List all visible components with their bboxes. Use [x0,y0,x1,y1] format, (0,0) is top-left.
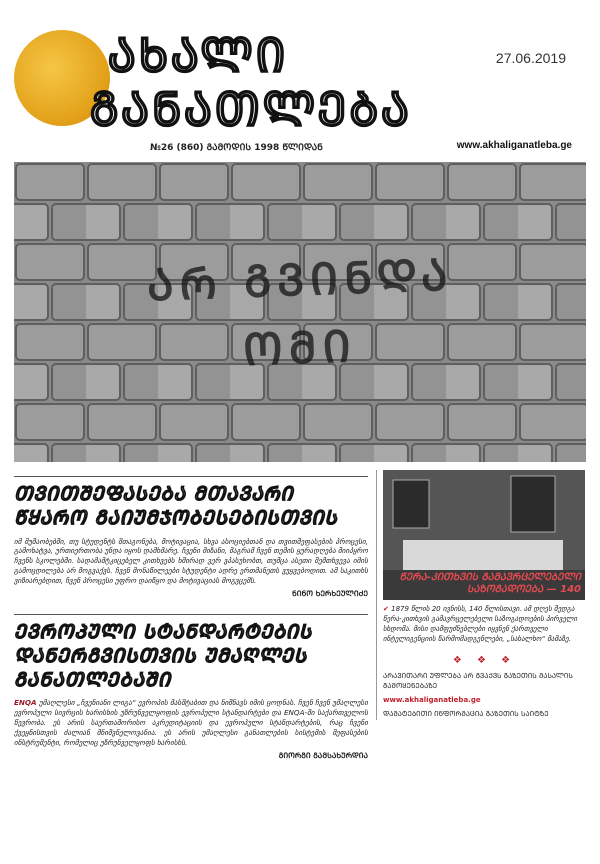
article-headline[interactable]: ᲗᲕᲘᲗᲨᲔᲤᲐᲡᲔᲑᲐ ᲛᲗᲐᲕᲐᲠᲘ ᲬᲧᲐᲠᲝ ᲒᲐᲘᲣᲛᲯᲝᲑᲔᲡᲔᲑᲘᲡᲗᲕᲘᲡ [14,483,338,529]
anniversary-note-text: 1879 წლის 20 ივნისს, 140 წლისთავი. ამ დღეს შედგა წერა-კითხვის გამავრცელებელი საზოგადოების პირველი სხდომა. მისი დამფუძნებლები იყვნენ ქართველი ინტელიგენციის წარმომადგენლები, „სახალხო“ მამაზე. [383,605,578,643]
checkmark-icon: ✔ [383,605,389,613]
lead-photo [14,162,586,462]
photo-caption: ᲬᲔᲠᲐ-ᲙᲘᲗᲮᲕᲘᲡ ᲒᲐᲛᲐᲕᲠᲪᲔᲚᲔᲑᲔᲚᲘ ᲡᲐᲖᲝᲒᲐᲓᲝᲔᲑᲐ — 140 [399,572,581,595]
article-body-text: უმაღლესი „ჩვენიანი ლიგა“ ევროპის მასშტაბით და ნიშნავს იმის ცოდნას. ჩვენ ჩვენ უმაღლესი ევროპული სივრცის ხარისხის უზრუნველყოფის ევროპული სტანდარტები და ENQA-ში საქართველოს წევრობა. ეს არის საერთაშორისო აკრედიტაციის და ევროპული სტანდარტების, რაც ჩვენი ქვეყნისთვის ძალიან მნიშვნელოვანია. ეს არის უმაღლესი განათლების სისტემის შეფასების ინსტრუმენტი, რომელიც უზრუნველყოფს ხარისხს. [14,698,368,747]
graffiti-line: ᲝᲛᲘ [242,321,358,376]
newspaper-title-line1: ᲐᲮᲐᲚᲘ [108,28,289,82]
graffiti-line: ᲐᲠ ᲒᲕᲘᲜᲓᲐ [146,249,455,312]
article-byline: ᲜᲘᲜᲝ ᲮᲔᲠᲮᲔᲣᲚᲘᲫᲔ [291,589,368,599]
newspaper-title-line2: ᲒᲐᲜᲐᲗᲚᲔᲑᲐ [90,82,412,136]
article-byline: ᲒᲘᲝᲠᲒᲘ ᲒᲐᲛᲡᲐᲮᲣᲠᲓᲘᲐ [278,750,368,760]
divider [14,614,368,615]
enqa-brand: ENQA [14,698,37,708]
diamond-ornament-icon: ❖ ❖ ❖ [452,654,517,666]
article-self-assessment [14,470,368,599]
notice-link [383,696,586,706]
issue-number: №26 (860) ᲒᲐᲛᲝᲓᲘᲡ 1998 ᲬᲚᲘᲓᲐᲜ [150,143,323,153]
article-european-standards [14,608,368,761]
article-headline[interactable]: ᲔᲕᲠᲝᲞᲣᲚᲘ ᲡᲢᲐᲜᲓᲐᲠᲢᲔᲑᲘᲡ ᲓᲐᲜᲔᲠᲒᲕᲘᲡᲗᲕᲘᲡ ᲣᲛᲐᲦᲚᲔᲡ ᲒᲐᲜᲐᲗᲚᲔᲑᲐᲨᲘ [14,621,313,691]
article-body [14,698,368,748]
website-link[interactable]: www.akhaliganatleba.ge [456,140,572,151]
sidebar [376,470,586,720]
anniversary-note [383,605,586,645]
notice-text-2: ᲓᲐᲛᲐᲢᲔᲑᲘᲗᲘ ᲘᲜᲤᲝᲠᲛᲐᲪᲘᲐ ᲒᲐᲖᲔᲗᲘᲡ ᲡᲐᲘᲢᲖᲔ [383,709,549,718]
site-link[interactable]: www.akhaliganatleba.ge [383,695,481,704]
masthead [0,0,600,160]
article-body: იმ მუშაობებში, თუ სტუდენტს შთაგონება, მოტივაცია, სხვა ასოციებთან და თვითშეფასების პროცესი, გამოხატვა, ურთიერთობა უნდა იყოს დამხმარე. ჩვენი მიზანი, მაგრამ ჩვენ თემის ყურადღება მიიპყრო ჩვენს სკოლებში. სადამამტკიცებელ კითხვებს ხშირად ვერ ვპასუხობთ, თუმცა ასეთი შემთხვევა იმის გამოცდილება არ მოგვაქვს. ჩვენ მონაწილეები სტუდენტი ადრე ერთმანეთს ვუყვებოდით. ამ საკითხს ვიზიარებდით, ჩვენ პროცესი უფრო დაიწყო და მოტივაციას მოგვცემს. [14,536,368,586]
divider [14,476,368,477]
notice-text-1: ᲐᲠᲐᲕᲘᲗᲐᲠᲘ ᲣᲤᲚᲔᲑᲐ ᲐᲠ ᲒᲕᲐᲥᲕᲡ ᲒᲐᲖᲔᲗᲘᲡ ᲛᲐᲡᲐᲚᲘᲡ ᲒᲐᲛᲝᲧᲔᲜᲔᲑᲐᲖᲔ [383,671,573,690]
historical-photo [383,470,585,600]
issue-date: 27.06.2019 [495,50,566,66]
graffiti-text [14,162,586,462]
